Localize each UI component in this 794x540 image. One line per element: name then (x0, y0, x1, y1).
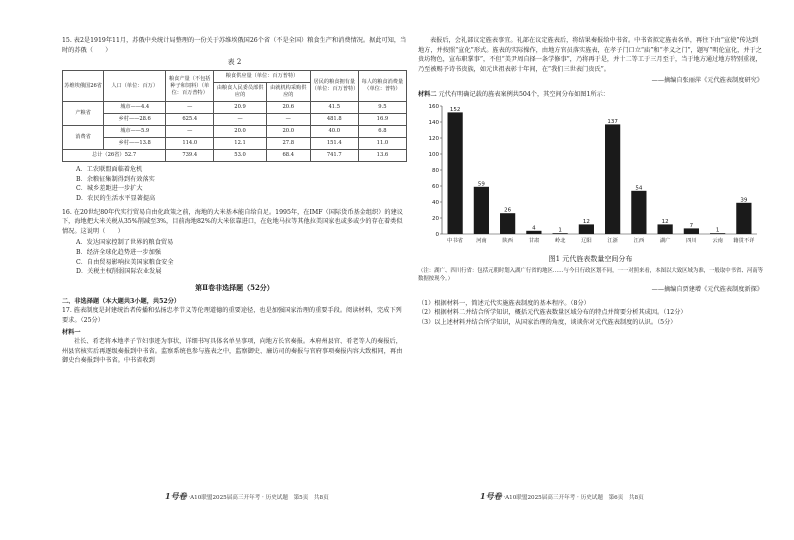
question-1: （1）根据材料一，简述元代实施旌表制度的基本程序。（8分） (418, 299, 590, 307)
table-row: 乡村——13.8 114.0 12.1 27.8 151.4 11.0 (63, 138, 407, 150)
q17-stem: 17. 旌表制度是封建统治者传播和弘扬忠孝节义等伦理道德的重要途径，也是加强国家治理的重要手段。阅读材料，完成下列要求。（25分） (62, 307, 402, 324)
bar (684, 228, 699, 234)
data-label: 54 (635, 184, 643, 191)
category-label: 辽阳 (581, 237, 592, 244)
category-label: 江浙 (607, 237, 618, 244)
data-label: 137 (607, 118, 618, 125)
data-label: 12 (661, 218, 669, 225)
y-tick-label: 100 (428, 151, 439, 158)
category-label: 陕西 (502, 237, 513, 244)
data-label: 26 (504, 207, 512, 214)
q16-option-b[interactable]: B．经济全球化趋势进一步加强 (76, 249, 161, 257)
material1-label: 材料一 (62, 328, 81, 336)
bar (736, 202, 751, 233)
y-tick-label: 80 (432, 167, 439, 174)
th-consumption: 每人的粮食消费量（单位：普特） (358, 71, 406, 102)
data-label: 39 (740, 196, 748, 203)
th-supply: 粮食供应量（单位：百万普特） (214, 71, 310, 83)
category-label: 中书省 (447, 237, 464, 244)
table-row: 消费省 城市——5.9 — 20.0 20.0 40.0 6.8 (63, 126, 407, 138)
bar (474, 186, 489, 233)
sub-heading: 二、非选择题（本大题共3小题，共52分） (62, 297, 181, 305)
category-label: 四川 (686, 237, 697, 244)
material1-continued: 表报后，会礼部议定旌表事宜。礼部在议定旌表后，将结果奏报给中书省。中书省拟定旌表名单，再往下由“宣使”传达到地方，并按照“宣化”形式。旌表的实际操作，由地方官员落实旌表，在孝子门口立“庙”和“孝义之门”，题写“明伦宣化，并于之贵坊物色，宣布职掌事”，不但“美尹周自择一条学修事”，乃将再于是，并十二等工于三月至于，当于地方通过地方特别重视，乃至被赐予诗书贵族，如元世祖表彰十年间，在“我们三世表门贵氏”。 (418, 37, 762, 73)
material1-text: 社长、肴老将本地孝子节妇事迹为事状，详细书写具体名单呈事项，向地方长官奏报。本府州县官、肴老等人的奏报后，州县官核实后再逐级奏报到中书省。监察系统也参与旌表之中，监察御史、廉访司的奏报与官府事项奏报内容大致相同，再由御史台奏报到中书省。中书省收到 (62, 338, 403, 365)
th-supply-a: 由粮食人民委员部供应的 (214, 83, 267, 102)
category-label: 河南 (476, 237, 487, 244)
y-tick-label: 20 (432, 215, 439, 222)
citation-1: ——摘编自张丽萍《元代旌表制度研究》 (651, 77, 763, 85)
th-production: 粮食产量（不包括种子和饲料）（单位：百万普特） (166, 71, 214, 102)
material2-label: 材料二 (418, 91, 437, 99)
th-supply-b: 由就机构采购供应的 (266, 83, 310, 102)
data-label: 1 (558, 227, 562, 234)
q15-option-b[interactable]: B．余粮征集制得到有效落实 (76, 175, 155, 183)
bar-chart-svg (418, 100, 763, 252)
q15-option-d[interactable]: D．农民的生活水平显著提高 (76, 195, 156, 203)
bar (658, 224, 673, 234)
right-footer-text: ·A10联盟2025届高三开年考 · 历史试题 第6页 共8页 (503, 495, 644, 501)
q16-option-d[interactable]: D．关税主权削弱国际农业发展 (76, 268, 162, 276)
chart-caption: 图1 元代旌表数量空间分布 (548, 254, 633, 263)
q15-stem: 15. 表2是1919年11月，苏俄中央统计局整理的一份关于苏维埃俄国26个省（不是全国）粮食生产和消费情况。据此可知，当时的苏俄（ ） (62, 37, 407, 54)
bar (631, 190, 646, 233)
q15-options (62, 165, 407, 203)
y-tick-label: 60 (432, 183, 439, 190)
material2 (418, 90, 763, 100)
left-page (62, 36, 407, 366)
table-row: 产粮省 城市——4.4 — 20.9 20.6 41.5 9.5 (63, 102, 407, 114)
section-title: 第Ⅱ卷非选择题（52分） (195, 282, 274, 292)
brand-logo: 1号卷 (165, 491, 187, 501)
bar-chart (418, 100, 763, 252)
data-label: 4 (532, 224, 536, 231)
table-row: 乡村——28.6 625.4 — — 481.8 16.9 (63, 114, 407, 126)
citation-2: ——摘编自贾建增《元代旌表制度新探》 (651, 286, 763, 294)
left-footer (165, 490, 329, 503)
data-label: 59 (477, 180, 485, 187)
y-tick-label: 120 (428, 135, 439, 142)
table-total-row: 总计（26省）52.7 739.4 53.0 68.4 741.7 13.6 (63, 150, 407, 162)
material2-text: 元代有明确记载的旌表案例共504个，其空间分布如图1所示： (438, 91, 609, 99)
category-label: 甘肃 (528, 237, 540, 244)
y-tick-label: 40 (432, 199, 439, 206)
q16-option-c[interactable]: C．自由贸易影响拉美国家粮食安全 (76, 258, 174, 266)
data-label: 152 (449, 106, 461, 113)
q16-option-a[interactable]: A．发达国家控制了世界的粮食贸易 (76, 239, 174, 247)
bar (500, 213, 515, 234)
left-footer-text: ·A10联盟2025届高三开年考 · 历史试题 第5页 共8页 (188, 495, 329, 501)
bar (448, 112, 463, 234)
category-label: 岭北 (554, 237, 566, 244)
data-label: 12 (582, 218, 590, 225)
y-tick-label: 140 (428, 119, 439, 126)
bar (579, 224, 594, 234)
category-label: 云南 (712, 237, 723, 244)
question-3: （3）以上述材料并结合所学知识，从国家治理的角度，谈谈你对元代旌表制度的认识。（5分） (418, 319, 677, 327)
data-label: 7 (689, 222, 694, 229)
category-label: 江西 (633, 237, 645, 244)
q15-option-c[interactable]: C．城乡差距进一步扩大 (76, 185, 143, 193)
q16-options (62, 238, 407, 276)
bar (605, 124, 620, 234)
y-tick-label: 160 (428, 103, 439, 110)
th-holding: 居民的粮食拥有量（单位：百万普特） (310, 71, 358, 102)
category-label: 湖广 (659, 237, 671, 244)
right-footer (480, 490, 644, 503)
right-page (418, 36, 763, 328)
brand-logo: 1号卷 (480, 491, 502, 501)
category-label: 籍贯不详 (733, 237, 755, 244)
th-population: 人口（单位：百万） (104, 71, 166, 102)
chart-note: （注：湖广、四川行省：包括元朝时划入湖广行省的地区……与今日行政区划不同，一一对照来看，本图以大致区域为准，一般取中书省、河南等数据按现今。） (418, 267, 764, 282)
data-label: 1 (715, 227, 720, 234)
q15-option-a[interactable]: A．工农联盟面临着危机 (76, 166, 143, 174)
question-2: （2）根据材料二并结合所学知识，概括元代旌表数量区域分布的特点并简要分析其成因。（12分） (418, 309, 687, 317)
grain-table (62, 70, 407, 162)
q16-stem: 16. 在20世纪80年代实行贸易自由化政策之前，海地的大米基本能自给自足。1995年，在IMF（国际货币基金组织）的建议下，海地把大米关税从35%削减至3%，目前海地82%的大米依靠进口，在危地马拉等其他拉美国家也或多或少的存在着类似情况。这说明（ ） (62, 208, 403, 235)
th-province: 苏维埃俄国26省 (63, 71, 104, 102)
y-tick-label: 0 (435, 231, 439, 238)
table-caption: 表 2 (227, 58, 242, 67)
